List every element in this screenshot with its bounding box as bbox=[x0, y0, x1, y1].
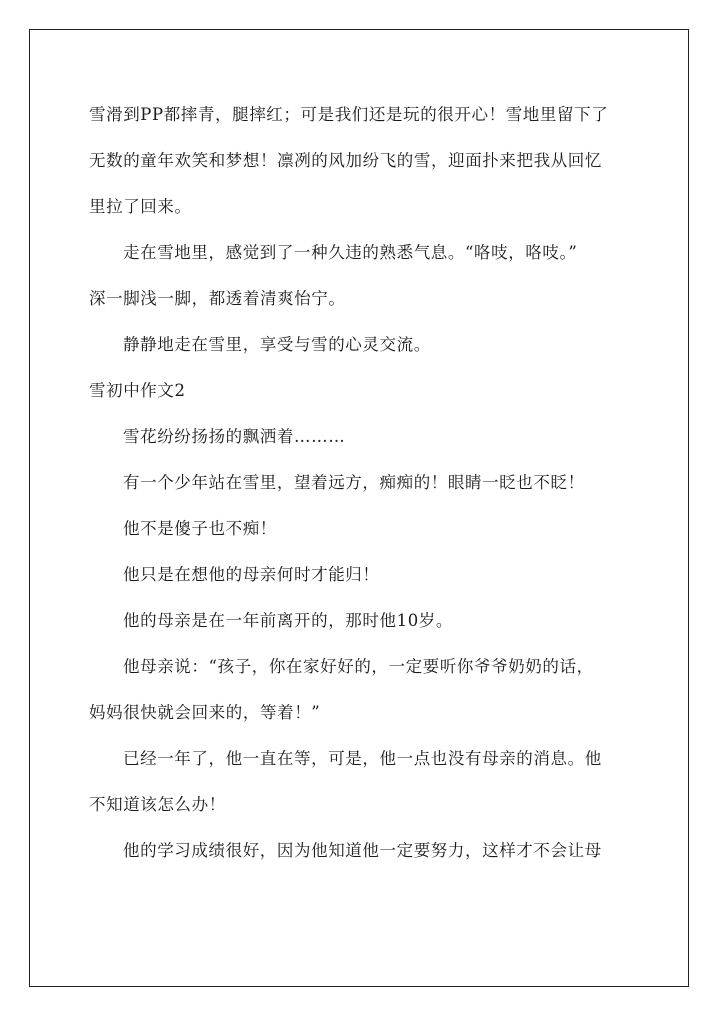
paragraph-line: 无数的童年欢笑和梦想！凛冽的风加纷飞的雪，迎面扑来把我从回忆 bbox=[89, 151, 602, 170]
paragraph-line: 他不是傻子也不痴！ bbox=[123, 519, 277, 538]
paragraph-line: 走在雪地里，感觉到了一种久违的熟悉气息。“咯吱，咯吱。” bbox=[123, 243, 578, 262]
paragraph-line: 静静地走在雪里，享受与雪的心灵交流。 bbox=[123, 335, 431, 354]
paragraph-line: 里拉了回来。 bbox=[89, 197, 192, 216]
paragraph-line: 有一个少年站在雪里，望着远方，痴痴的！眼睛一眨也不眨！ bbox=[123, 473, 585, 492]
paragraph-line: 不知道该怎么办！ bbox=[89, 795, 226, 814]
paragraph-line: 他的学习成绩很好，因为他知道他一定要努力，这样才不会让母 bbox=[123, 841, 602, 860]
document-body bbox=[89, 92, 634, 874]
paragraph-line: 他母亲说：“孩子，你在家好好的，一定要听你爷爷奶奶的话， bbox=[123, 657, 594, 676]
section-heading: 雪初中作文2 bbox=[89, 381, 186, 400]
paragraph-line: 深一脚浅一脚，都透着清爽怡宁。 bbox=[89, 289, 346, 308]
paragraph-line: 妈妈很快就会回来的，等着！” bbox=[89, 703, 321, 722]
paragraph-line: 雪花纷纷扬扬的飘洒着……… bbox=[123, 427, 346, 446]
paragraph-line: 他只是在想他的母亲何时才能归！ bbox=[123, 565, 380, 584]
paragraph-line: 已经一年了，他一直在等，可是，他一点也没有母亲的消息。他 bbox=[123, 749, 602, 768]
paragraph-line: 他的母亲是在一年前离开的，那时他10岁。 bbox=[123, 611, 453, 630]
paragraph-line: 雪滑到PP都摔青，腿摔红；可是我们还是玩的很开心！雪地里留下了 bbox=[89, 105, 609, 124]
